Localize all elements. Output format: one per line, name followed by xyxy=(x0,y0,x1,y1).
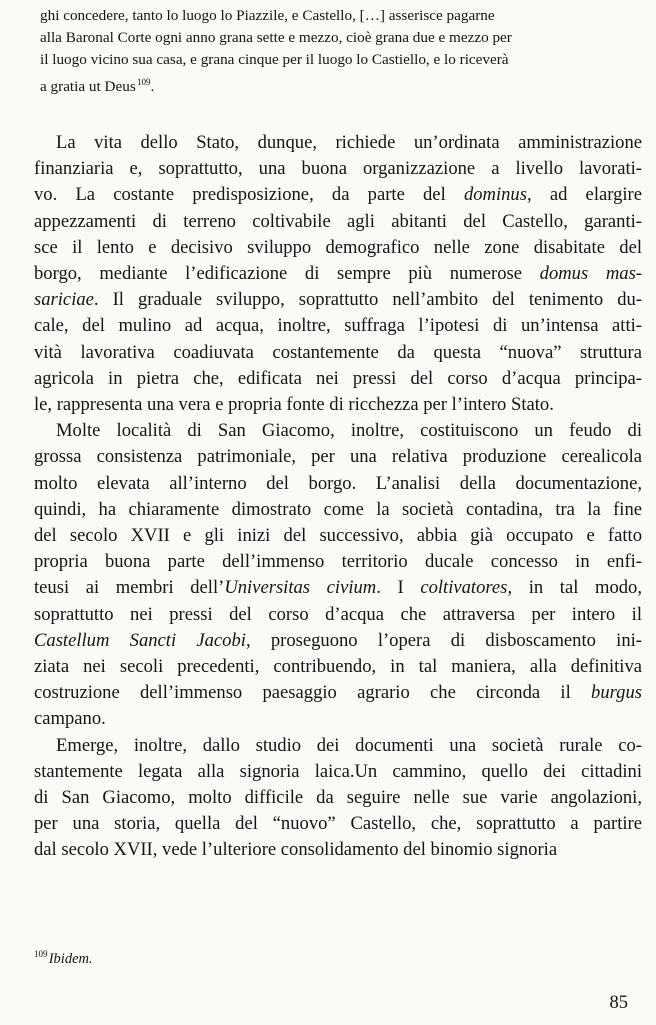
paragraph-1-line: sariciae. Il graduale sviluppo, soprattutto nell’ambito del tenimento du- xyxy=(34,289,642,311)
paragraph-1-line: vo. La costante predisposizione, da parte del dominus, ad elargire xyxy=(34,184,642,206)
paragraph-3-line: stantemente legata alla signoria laica.Un cammino, quello dei cittadini xyxy=(34,760,642,782)
paragraph-1-line: finanziaria e, soprattutto, una buona organizzazione a livello lavorati- xyxy=(34,158,642,180)
footnote-reference: 109 xyxy=(137,77,151,87)
paragraph-2-line: del secolo XVII e gli inizi del successivo, abbia già occupato e fatto xyxy=(34,525,642,547)
quote-line: alla Baronal Corte ogni anno grana sette e mezzo, cioè grana due e mezzo per xyxy=(40,29,512,46)
page-number: 85 xyxy=(609,993,628,1013)
paragraph-2-line: teusi ai membri dell’Universitas civium. I coltivatores, in tal modo, xyxy=(34,577,642,599)
footnote-text: Ibidem. xyxy=(48,951,93,967)
paragraph-1-line: vità lavorativa coadiuvata costantemente da questa “nuova” struttura xyxy=(34,341,642,363)
paragraph-1-line: agricola in pietra che, edificata nei pressi del corso d’acqua principa- xyxy=(34,367,642,389)
paragraph-2-line: grossa consistenza patrimoniale, per una relativa produzione cerealicola xyxy=(34,446,642,468)
quote-line-text: a gratia ut Deus xyxy=(40,78,136,95)
paragraph-2-line: molto elevata all’interno del borgo. L’analisi della documentazione, xyxy=(34,472,642,494)
paragraph-1-line: cale, del mulino ad acqua, inoltre, suffraga l’ipotesi di un’intensa atti- xyxy=(34,315,642,337)
paragraph-1-line: La vita dello Stato, dunque, richiede un’ordinata amministrazione xyxy=(56,132,642,153)
paragraph-2-line: Molte località di San Giacomo, inoltre, costituiscono un feudo di xyxy=(56,420,642,442)
paragraph-2-line: campano. xyxy=(34,708,106,730)
paragraph-3-line: di San Giacomo, molto difficile da seguire nelle sue varie angolazioni, xyxy=(34,787,642,809)
paragraph-2-line: Castellum Sancti Jacobi, proseguono l’opera di disboscamento ini- xyxy=(34,629,642,651)
body-text xyxy=(34,130,642,864)
block-quote xyxy=(37,5,622,98)
paragraph-2-line: costruzione dell’immenso paesaggio agrario che circonda il burgus xyxy=(34,682,642,704)
footnote xyxy=(34,944,93,969)
paragraph-2-line: soprattutto nei pressi del corso d’acqua che attraversa per intero il xyxy=(34,603,642,625)
paragraph-2-line: quindi, ha chiaramente dimostrato come la società contadina, tra la fine xyxy=(34,498,642,520)
footnote-number: 109 xyxy=(34,949,48,959)
quote-line: a gratia ut Deus $^{109}$. xyxy=(40,77,155,95)
quote-line: il luogo vicino sua casa, e grana cinque per il luogo lo Castiello, e lo riceverà xyxy=(40,51,509,68)
paragraph-1-line: appezzamenti di terreno coltivabile agli abitanti del Castello, garanti- xyxy=(34,210,642,232)
quote-line: ghi concedere, tanto lo luogo lo Piazzile, e Castello, […] asserisce pagarne xyxy=(40,7,495,24)
paragraph-1-line: borgo, mediante l’edificazione di sempre più numerose domus mas- xyxy=(34,263,642,285)
paragraph-3-line: Emerge, inoltre, dallo studio dei documenti una società rurale co- xyxy=(56,734,642,756)
paragraph-2-line: ziata nei secoli precedenti, contribuendo, in tal maniera, alla definitiva xyxy=(34,656,642,678)
paragraph-1-line: sce il lento e decisivo sviluppo demografico nelle zone disabitate del xyxy=(34,236,642,258)
paragraph-3-line: dal secolo XVII, vede l’ulteriore consolidamento del binomio signoria xyxy=(34,839,558,861)
paragraph-1-line: le, rappresenta una vera e propria fonte di ricchezza per l’intero Stato. xyxy=(34,394,554,416)
paragraph-3-line: per una storia, quella del “nuovo” Castello, che, soprattutto a partire xyxy=(34,813,642,835)
paragraph-2-line: propria buona parte dell’immenso territorio ducale concesso in enfi- xyxy=(34,551,642,573)
